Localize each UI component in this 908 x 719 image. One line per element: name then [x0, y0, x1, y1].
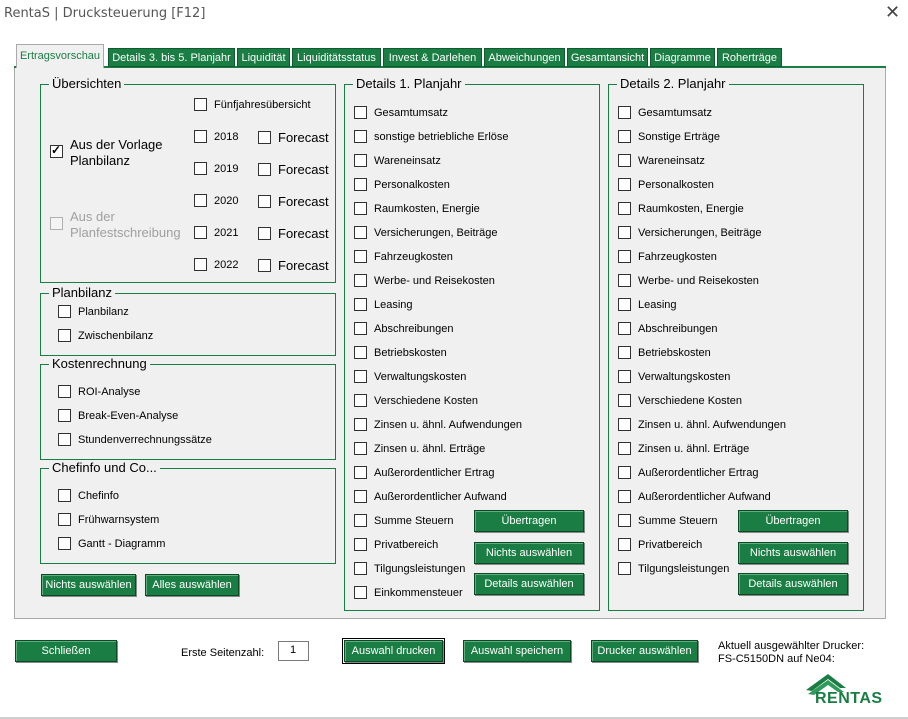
details2-item[interactable]	[618, 226, 762, 239]
details2-item[interactable]	[618, 442, 749, 455]
checkbox-label: sonstige betriebliche Erlöse	[374, 130, 509, 143]
details2-item[interactable]	[618, 106, 712, 119]
checkbox-box[interactable]	[258, 163, 271, 176]
close-button[interactable]: Schließen	[15, 640, 117, 662]
checkbox-label: 2021	[214, 226, 239, 239]
checkbox-box[interactable]	[354, 490, 367, 503]
checkbox-label: Gesamtumsatz	[374, 106, 448, 119]
checkbox-label: Abschreibungen	[374, 322, 454, 335]
group-planbilanz-title: Planbilanz	[52, 285, 112, 300]
checkbox-box[interactable]	[618, 562, 631, 575]
checkbox-roi-analyse[interactable]	[58, 385, 140, 398]
details1-item[interactable]	[354, 178, 450, 191]
checkbox-label: Personalkosten	[638, 178, 714, 191]
details1-item[interactable]	[354, 562, 465, 575]
details2-item[interactable]	[618, 250, 717, 263]
checkbox-label: Zinsen u. ähnl. Erträge	[374, 442, 486, 455]
close-icon[interactable]: ✕	[885, 2, 901, 22]
checkbox-box[interactable]	[354, 562, 367, 575]
checkbox-label: Wareneinsatz	[374, 154, 441, 167]
checkbox-box[interactable]	[58, 409, 71, 422]
checkbox-box[interactable]	[618, 130, 631, 143]
checkbox-box[interactable]	[354, 106, 367, 119]
checkbox-label: Stundenverrechnungssätze	[78, 433, 212, 446]
details2-item[interactable]	[618, 394, 742, 407]
checkbox-fuenfjahresuebersicht[interactable]	[194, 98, 311, 111]
details1-item[interactable]	[354, 202, 480, 215]
checkbox-label: Einkommensteuer	[374, 586, 463, 599]
checkbox-box[interactable]	[618, 226, 631, 239]
checkbox-label: Forecast	[278, 162, 329, 177]
checkbox-box[interactable]	[354, 466, 367, 479]
printer-info-line2: FS-C5150DN auf Ne04:	[718, 653, 835, 665]
checkbox-label: Sonstige Erträge	[638, 130, 720, 143]
checkbox-label: Fünfjahresübersicht	[214, 98, 311, 111]
checkbox-box[interactable]	[354, 274, 367, 287]
tab-details-3-5[interactable]: Details 3. bis 5. Planjahr	[108, 48, 235, 67]
checkbox-planbilanz[interactable]	[58, 305, 129, 318]
tab-abweichungen[interactable]: Abweichungen	[484, 48, 565, 67]
details1-item[interactable]	[354, 154, 441, 167]
checkbox-label: Raumkosten, Energie	[638, 202, 744, 215]
group-chefinfo-title: Chefinfo und Co...	[52, 460, 157, 475]
checkbox-label: Planbilanz	[78, 305, 129, 318]
tab-invest-darlehen[interactable]: Invest & Darlehen	[383, 48, 482, 67]
details2-item[interactable]	[618, 466, 758, 479]
group-kostenrechnung-title: Kostenrechnung	[52, 356, 147, 371]
checkbox-label: Verschiedene Kosten	[638, 394, 742, 407]
details2-item[interactable]	[618, 514, 717, 527]
checkbox-label: Forecast	[278, 226, 329, 241]
checkbox-label: Forecast	[278, 194, 329, 209]
checkbox-label: Außerordentlicher Ertrag	[638, 466, 759, 479]
details2-item[interactable]	[618, 130, 720, 143]
tab-ertragsvorschau[interactable]: Ertragsvorschau	[16, 44, 104, 68]
details2-item[interactable]	[618, 418, 786, 431]
checkbox-label: ROI-Analyse	[78, 385, 141, 398]
checkbox-box[interactable]	[354, 586, 367, 599]
details1-item[interactable]	[354, 226, 498, 239]
first-page-input[interactable]: 1	[278, 641, 309, 661]
checkbox-box[interactable]	[618, 466, 631, 479]
checkbox-label: Außerordentlicher Aufwand	[638, 490, 771, 503]
checkbox-label: Verwaltungskosten	[638, 370, 731, 383]
checkbox-forecast-2018[interactable]	[258, 130, 329, 145]
details2-item[interactable]	[618, 154, 705, 167]
details2-item[interactable]	[618, 562, 729, 575]
checkbox-label: Tilgungsleistungen	[638, 562, 730, 575]
checkbox-aus-der-planfestschreibung	[50, 209, 181, 241]
left-select-none-button[interactable]: Nichts auswählen	[41, 574, 136, 596]
checkbox-label: Raumkosten, Energie	[374, 202, 480, 215]
rentas-logo-text: RENTAS	[815, 690, 883, 707]
checkbox-stundenverrechnungssaetze[interactable]	[58, 433, 212, 446]
checkbox-label-wrap	[70, 137, 163, 169]
checkbox-label: Privatbereich	[374, 538, 439, 551]
checkbox-label: 2020	[214, 194, 239, 207]
checkbox-label: Gesamtumsatz	[638, 106, 712, 119]
details1-item[interactable]	[354, 442, 485, 455]
checkbox-label: Verwaltungskosten	[374, 370, 467, 383]
checkbox-box[interactable]	[618, 298, 631, 311]
checkbox-label: Personalkosten	[374, 178, 450, 191]
checkbox-year-2020[interactable]	[194, 194, 238, 207]
details1-item[interactable]	[354, 514, 453, 527]
checkbox-label: Gantt - Diagramm	[78, 537, 166, 550]
checkbox-gantt-diagramm[interactable]	[58, 537, 165, 550]
checkbox-label: Planfestschreibung	[70, 225, 181, 240]
checkbox-box[interactable]	[618, 442, 631, 455]
checkbox-forecast-2021[interactable]	[258, 226, 329, 241]
group-planbilanz	[40, 286, 336, 356]
checkbox-box[interactable]	[58, 489, 71, 502]
checkbox-label: 2022	[214, 258, 239, 271]
tab-liquiditaet[interactable]: Liquidität	[237, 48, 290, 67]
details1-item[interactable]	[354, 130, 509, 143]
details2-item[interactable]	[618, 202, 744, 215]
checkbox-aus-der-vorlage[interactable]	[50, 137, 163, 169]
checkbox-box[interactable]	[618, 418, 631, 431]
details2-item[interactable]	[618, 346, 711, 359]
checkbox-box[interactable]	[618, 346, 631, 359]
checkbox-label: Wareneinsatz	[638, 154, 705, 167]
checkbox-label: Aus der Vorlage	[70, 137, 163, 152]
checkbox-box[interactable]	[194, 226, 207, 239]
checkbox-box[interactable]	[354, 130, 367, 143]
checkbox-box[interactable]	[354, 154, 367, 167]
checkbox-year-2018[interactable]	[194, 130, 238, 143]
details1-item[interactable]	[354, 370, 466, 383]
details-2-select-details-button[interactable]: Details auswählen	[738, 573, 848, 595]
checkbox-box[interactable]	[194, 98, 207, 111]
checkbox-box[interactable]	[258, 195, 271, 208]
checkbox-label: Leasing	[374, 298, 413, 311]
checkbox-box[interactable]	[50, 145, 63, 158]
checkbox-box[interactable]	[258, 131, 271, 144]
checkbox-label: Summe Steuern	[374, 514, 454, 527]
details-2-transfer-button[interactable]: Übertragen	[738, 510, 848, 532]
group-details-2-title: Details 2. Planjahr	[620, 76, 726, 91]
print-selection-button[interactable]: Auswahl drucken	[344, 640, 443, 662]
details2-item[interactable]	[618, 298, 677, 311]
checkbox-label-wrap	[70, 209, 181, 241]
tab-rohertraege[interactable]: Roherträge	[717, 48, 782, 67]
select-printer-button[interactable]: Drucker auswählen	[591, 640, 698, 662]
checkbox-box[interactable]	[258, 259, 271, 272]
checkbox-forecast-2020[interactable]	[258, 194, 329, 209]
checkbox-label: Summe Steuern	[638, 514, 718, 527]
checkbox-box	[50, 217, 63, 230]
checkbox-zwischenbilanz[interactable]	[58, 329, 153, 342]
details1-item[interactable]	[354, 106, 448, 119]
checkbox-label: Fahrzeugkosten	[374, 250, 453, 263]
details1-item[interactable]	[354, 418, 522, 431]
checkbox-box[interactable]	[618, 154, 631, 167]
details1-item[interactable]	[354, 298, 413, 311]
tab-gesamtansicht[interactable]: Gesamtansicht	[567, 48, 648, 67]
checkbox-label: Zinsen u. ähnl. Aufwendungen	[374, 418, 523, 431]
checkbox-box[interactable]	[618, 490, 631, 503]
checkbox-box[interactable]	[194, 130, 207, 143]
checkbox-forecast-2019[interactable]	[258, 162, 329, 177]
checkbox-box[interactable]	[58, 385, 71, 398]
checkbox-label: Zinsen u. ähnl. Erträge	[638, 442, 750, 455]
checkbox-box[interactable]	[194, 258, 207, 271]
checkbox-break-even-analyse[interactable]	[58, 409, 178, 422]
checkbox-label: Betriebskosten	[374, 346, 447, 359]
checkbox-fruehwarnsystem[interactable]	[58, 513, 159, 526]
checkbox-label: Werbe- und Reisekosten	[374, 274, 495, 287]
checkbox-box[interactable]	[618, 202, 631, 215]
group-details-1-title: Details 1. Planjahr	[356, 76, 462, 91]
checkbox-box[interactable]	[58, 537, 71, 550]
details1-item[interactable]	[354, 250, 453, 263]
checkbox-label: Privatbereich	[638, 538, 703, 551]
checkbox-label: Zinsen u. ähnl. Aufwendungen	[638, 418, 787, 431]
checkbox-label: Betriebskosten	[638, 346, 711, 359]
checkbox-box[interactable]	[354, 250, 367, 263]
tab-diagramme[interactable]: Diagramme	[650, 48, 715, 67]
checkbox-label: Frühwarnsystem	[78, 513, 160, 526]
details1-item[interactable]	[354, 586, 463, 599]
checkbox-box[interactable]	[354, 418, 367, 431]
checkbox-label: Werbe- und Reisekosten	[638, 274, 759, 287]
checkbox-box[interactable]	[354, 178, 367, 191]
checkbox-box[interactable]	[618, 538, 631, 551]
group-uebersichten-title: Übersichten	[52, 76, 122, 91]
checkbox-box[interactable]	[354, 514, 367, 527]
checkbox-box[interactable]	[258, 227, 271, 240]
details2-item[interactable]	[618, 370, 730, 383]
checkbox-box[interactable]	[58, 433, 71, 446]
checkbox-label: Leasing	[638, 298, 677, 311]
details2-item[interactable]	[618, 490, 771, 503]
details-1-select-details-button[interactable]: Details auswählen	[474, 573, 584, 595]
first-page-label: Erste Seitenzahl:	[181, 647, 265, 659]
checkbox-label: Planbilanz	[70, 153, 130, 168]
details2-item[interactable]	[618, 538, 702, 551]
checkbox-box[interactable]	[354, 226, 367, 239]
details1-item[interactable]	[354, 322, 454, 335]
checkbox-label: Forecast	[278, 130, 329, 145]
checkbox-box[interactable]	[354, 538, 367, 551]
details2-item[interactable]	[618, 178, 714, 191]
checkbox-box[interactable]	[194, 162, 207, 175]
save-selection-button[interactable]: Auswahl speichern	[463, 640, 571, 662]
checkbox-label: Außerordentlicher Aufwand	[374, 490, 507, 503]
checkbox-label: Forecast	[278, 258, 329, 273]
checkbox-box[interactable]	[354, 322, 367, 335]
checkbox-box[interactable]	[354, 202, 367, 215]
details1-item[interactable]	[354, 274, 495, 287]
printer-info	[718, 640, 864, 666]
left-select-all-button[interactable]: Alles auswählen	[145, 574, 239, 596]
checkbox-chefinfo[interactable]	[58, 489, 119, 502]
details1-item[interactable]	[354, 490, 507, 503]
checkbox-box[interactable]	[618, 106, 631, 119]
details1-item[interactable]	[354, 538, 438, 551]
checkbox-label: Verschiedene Kosten	[374, 394, 478, 407]
checkbox-box[interactable]	[618, 250, 631, 263]
checkbox-box[interactable]	[354, 370, 367, 383]
printer-info-line1: Aktuell ausgewählter Drucker:	[718, 640, 865, 652]
checkbox-box[interactable]	[618, 322, 631, 335]
checkbox-box[interactable]	[58, 513, 71, 526]
checkbox-year-2022[interactable]	[194, 258, 238, 271]
checkbox-label: Break-Even-Analyse	[78, 409, 179, 422]
checkbox-label: Abschreibungen	[638, 322, 718, 335]
checkbox-label: Außerordentlicher Ertrag	[374, 466, 495, 479]
details2-item[interactable]	[618, 274, 759, 287]
checkbox-label: Chefinfo	[78, 489, 119, 502]
details-2-select-none-button[interactable]: Nichts auswählen	[738, 542, 848, 564]
checkbox-year-2019[interactable]	[194, 162, 238, 175]
checkbox-box[interactable]	[618, 394, 631, 407]
checkbox-label: Versicherungen, Beiträge	[638, 226, 762, 239]
details-1-transfer-button[interactable]: Übertragen	[474, 510, 584, 532]
checkbox-label: Tilgungsleistungen	[374, 562, 466, 575]
details-1-select-none-button[interactable]: Nichts auswählen	[474, 542, 584, 564]
checkbox-box[interactable]	[354, 442, 367, 455]
checkbox-label: Fahrzeugkosten	[638, 250, 717, 263]
window-title: RentaS | Drucksteuerung [F12]	[4, 6, 206, 21]
checkbox-label: 2018	[214, 130, 239, 143]
checkbox-forecast-2022[interactable]	[258, 258, 329, 273]
checkbox-box[interactable]	[618, 370, 631, 383]
checkbox-box[interactable]	[58, 305, 71, 318]
checkbox-box[interactable]	[58, 329, 71, 342]
details1-item[interactable]	[354, 466, 494, 479]
details1-item[interactable]	[354, 394, 478, 407]
checkbox-box[interactable]	[618, 514, 631, 527]
checkbox-box[interactable]	[194, 194, 207, 207]
checkbox-box[interactable]	[618, 178, 631, 191]
checkbox-label: Zwischenbilanz	[78, 329, 154, 342]
checkbox-box[interactable]	[354, 346, 367, 359]
tab-liquiditaetsstatus[interactable]: Liquiditätsstatus	[292, 48, 381, 67]
checkbox-label: Versicherungen, Beiträge	[374, 226, 498, 239]
checkbox-label: 2019	[214, 162, 239, 175]
checkbox-box[interactable]	[354, 394, 367, 407]
details2-item[interactable]	[618, 322, 718, 335]
details1-item[interactable]	[354, 346, 447, 359]
checkbox-box[interactable]	[618, 274, 631, 287]
checkbox-box[interactable]	[354, 298, 367, 311]
checkbox-year-2021[interactable]	[194, 226, 238, 239]
checkbox-label: Aus der	[70, 209, 115, 224]
